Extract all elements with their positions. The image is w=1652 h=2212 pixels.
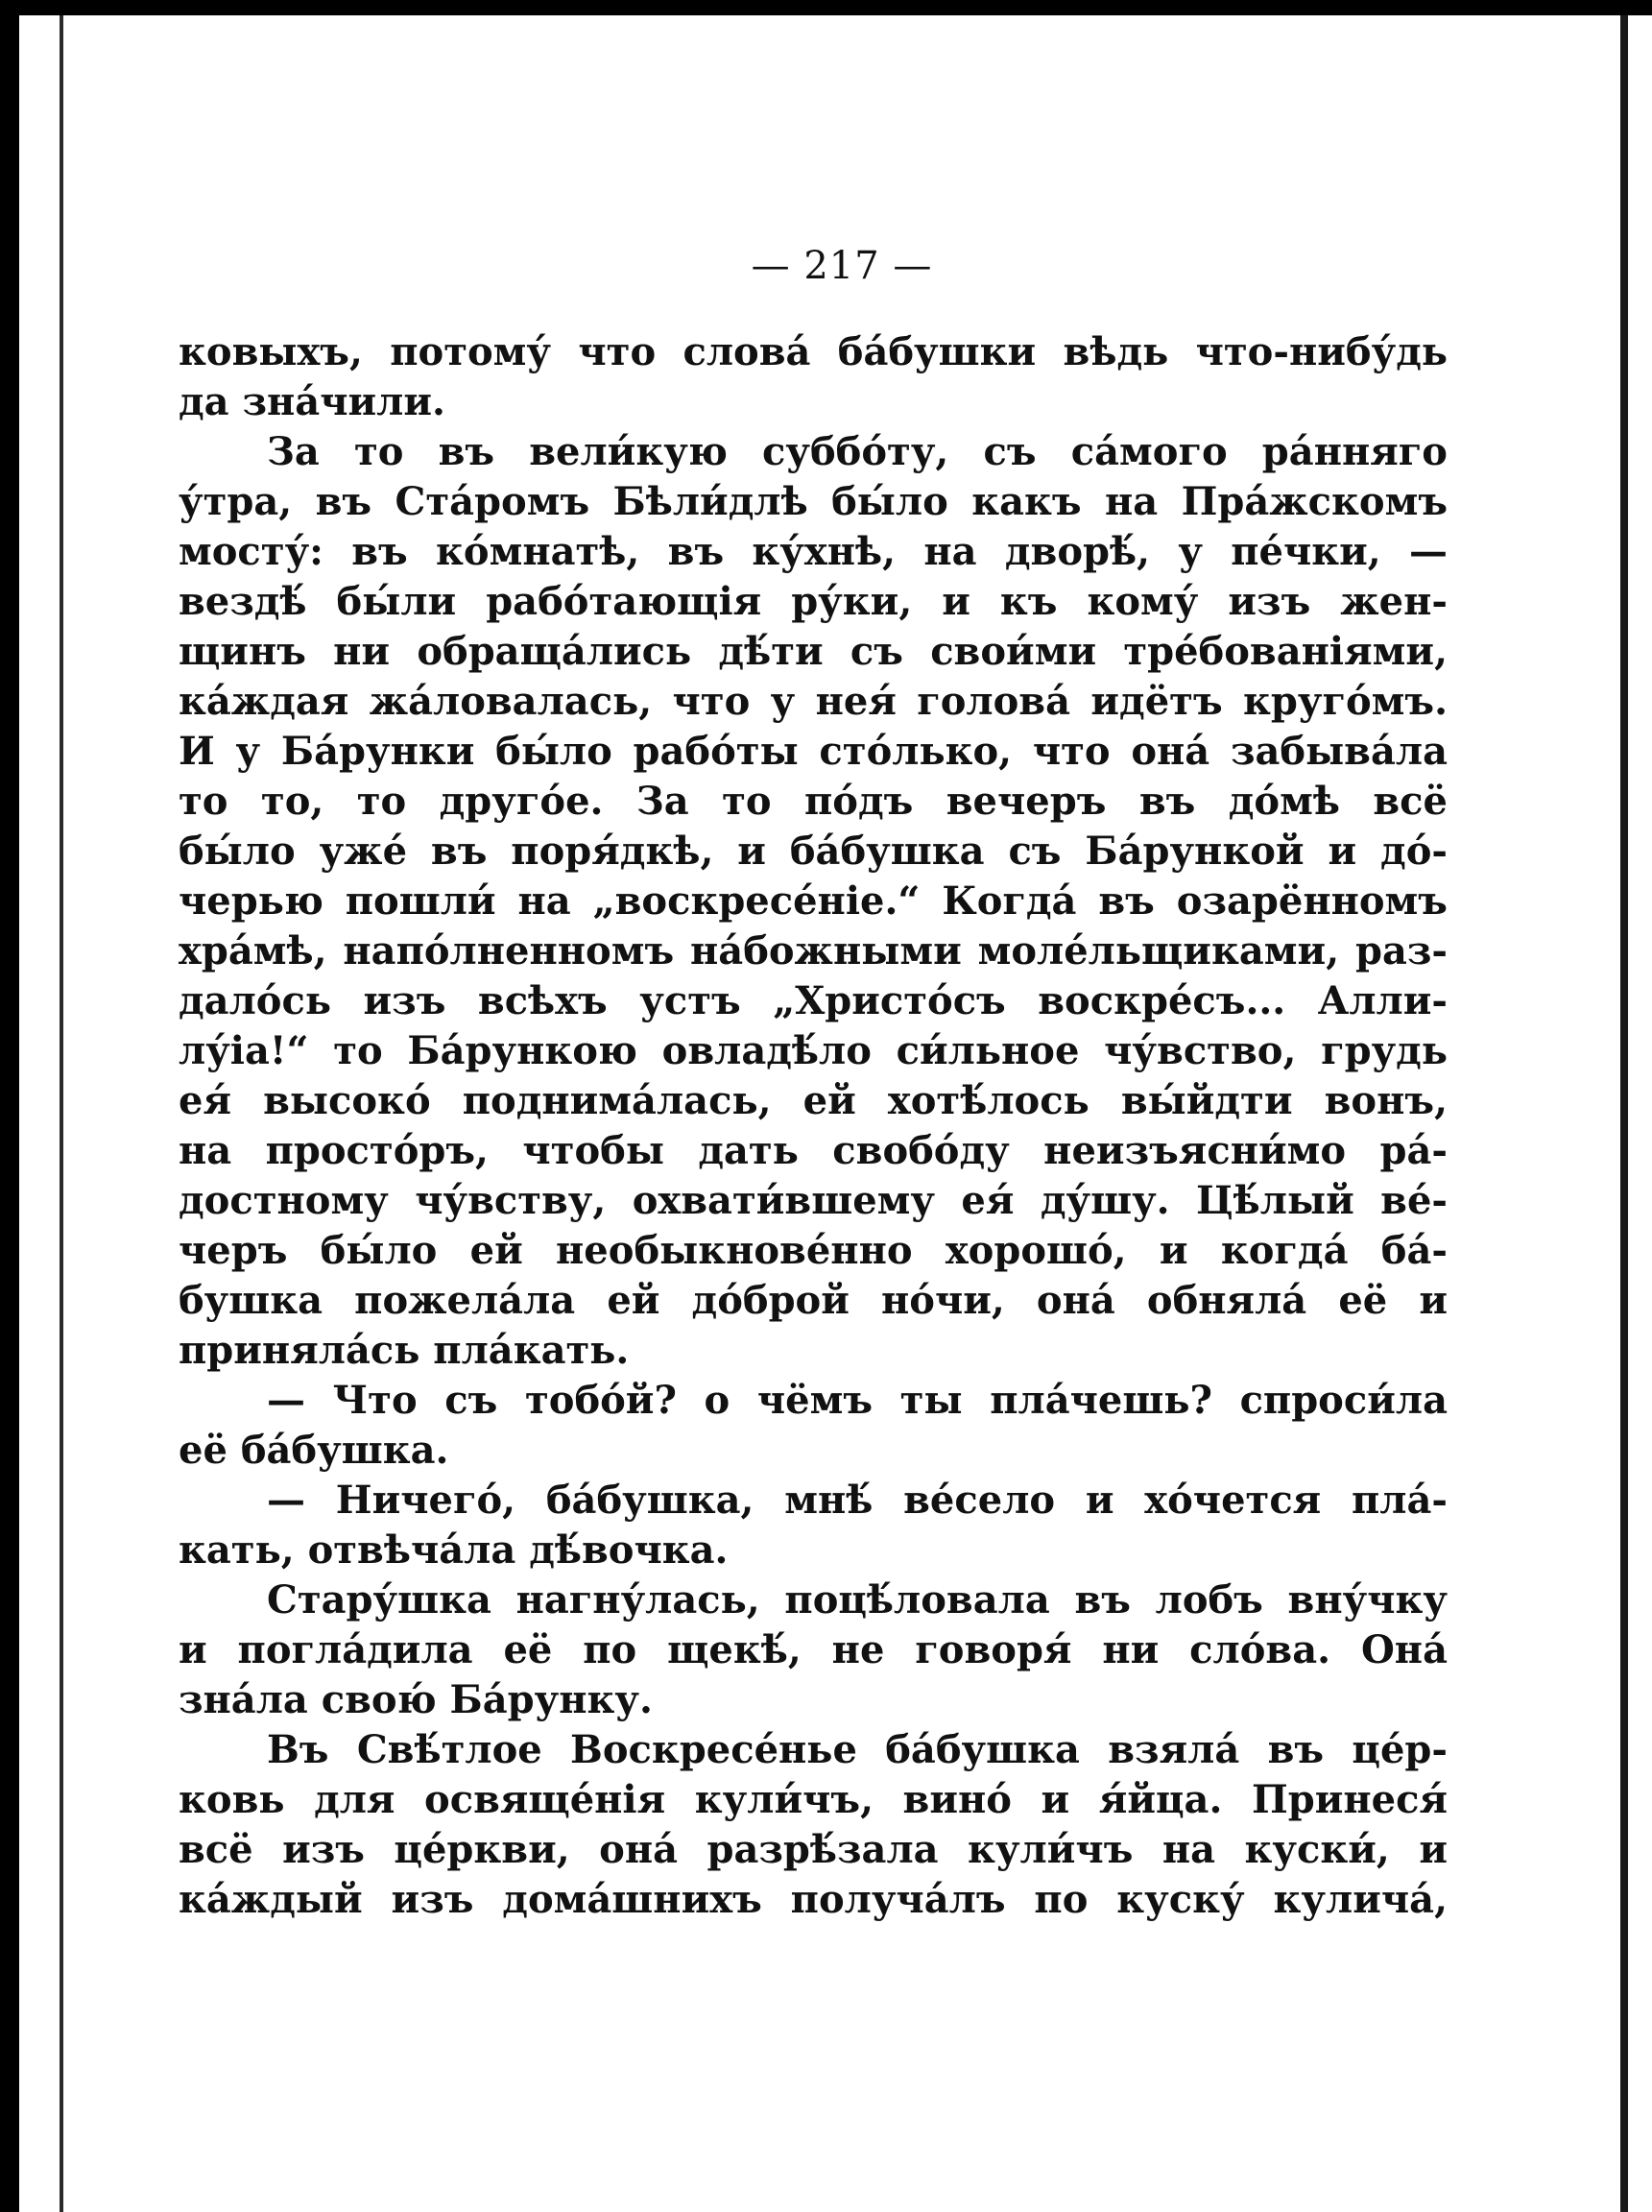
paragraph	[179, 427, 1448, 1376]
text-line: ковь для освяще́нія кули́чъ, вино́ и я́йца. Принеся́	[179, 1777, 1448, 1822]
text-line: её ба́бушка.	[179, 1428, 449, 1473]
text-line: черъ бы́ло ей необыкнове́нно хорошо́, и когда́ ба́-	[179, 1228, 1448, 1273]
text-line: зна́ла свою́ Ба́рунку.	[179, 1677, 653, 1722]
text-line: бушка пожела́ла ей до́брой но́чи, она́ обняла́ её и	[179, 1278, 1448, 1323]
text-line: приняла́сь пла́кать.	[179, 1328, 630, 1373]
text-line: дало́сь изъ всѣхъ устъ „Христо́съ воскре́съ... Алли-	[179, 978, 1448, 1023]
text-line: щинъ ни обраща́лись дѣ́ти съ свои́ми тре́бованіями,	[179, 629, 1448, 674]
scan-top-border	[0, 0, 1652, 15]
paragraph	[179, 1476, 1448, 1575]
page-right-edge	[1620, 15, 1628, 2212]
text-line: Въ Свѣ́тлое Воскресе́нье ба́бушка взяла́ въ це́р-	[267, 1727, 1448, 1772]
body-text	[179, 327, 1448, 1925]
text-line: то то, то друго́е. За то по́дъ вечеръ въ до́мѣ всё	[179, 779, 1448, 824]
text-line: вездѣ́ бы́ли рабо́тающія ру́ки, и къ кому́ изъ жен-	[179, 579, 1448, 624]
text-line: на просто́ръ, чтобы дать свобо́ду неизъясни́мо ра́-	[179, 1128, 1448, 1173]
text-line: достному чу́вству, охвати́вшему ея́ ду́шу. Цѣ́лый ве́-	[179, 1178, 1448, 1223]
text-line: и погла́дила её по щекѣ́, не говоря́ ни сло́ва. Она́	[179, 1627, 1448, 1672]
text-line: — Что съ тобо́й? о чёмъ ты пла́чешь? спроси́ла	[267, 1378, 1448, 1423]
paragraph	[179, 1725, 1448, 1925]
scan-left-border	[0, 0, 19, 2212]
text-line: — Ничего́, ба́бушка, мнѣ́ ве́село и хо́чется пла́-	[267, 1478, 1448, 1523]
text-line: Стару́шка нагну́лась, поцѣ́ловала въ лобъ вну́чку	[267, 1577, 1448, 1623]
paragraph	[179, 327, 1448, 427]
text-line: да зна́чили.	[179, 379, 445, 424]
page-number: — 217 —	[751, 244, 933, 288]
text-line: И у Ба́рунки бы́ло рабо́ты сто́лько, что она́ забыва́ла	[179, 729, 1448, 774]
text-line: За то въ вели́кую суббо́ту, съ са́мого ра́нняго	[267, 429, 1448, 474]
paragraph	[179, 1575, 1448, 1725]
text-line: ка́ждый изъ дома́шнихъ получа́лъ по куску́ кулича́,	[179, 1877, 1448, 1922]
paragraph	[179, 1376, 1448, 1476]
text-line: хра́мѣ, напо́лненномъ на́божными моле́льщиками, раз-	[179, 928, 1448, 974]
text-line: бы́ло уже́ въ поря́дкѣ, и ба́бушка съ Ба́рункой и до́-	[179, 829, 1448, 874]
book-page	[63, 15, 1620, 2212]
text-line: ка́ждая жа́ловалась, что у нея́ голова́ идётъ круго́мъ.	[179, 679, 1448, 724]
text-line: черью пошли́ на „воскресе́ніе.“ Когда́ въ озарённомъ	[179, 878, 1448, 924]
text-line: ея́ высоко́ поднима́лась, ей хотѣ́лось вы́йдти вонъ,	[179, 1078, 1448, 1123]
text-line: лу́іа!“ то Ба́рункою овладѣ́ло си́льное чу́вство, грудь	[179, 1028, 1448, 1073]
text-line: ковыхъ, потому́ что слова́ ба́бушки вѣдь что-нибу́дь	[179, 329, 1448, 374]
text-line: всё изъ це́ркви, она́ разрѣ́зала кули́чъ на куски́, и	[179, 1827, 1448, 1872]
text-line: мосту́: въ ко́мнатѣ, въ ку́хнѣ, на дворѣ́, у пе́чки, —	[179, 529, 1448, 574]
text-line: кать, отвѣча́ла дѣ́вочка.	[179, 1527, 729, 1573]
text-line: у́тра, въ Ста́ромъ Бѣли́длѣ бы́ло какъ на Пра́жскомъ	[179, 479, 1448, 524]
